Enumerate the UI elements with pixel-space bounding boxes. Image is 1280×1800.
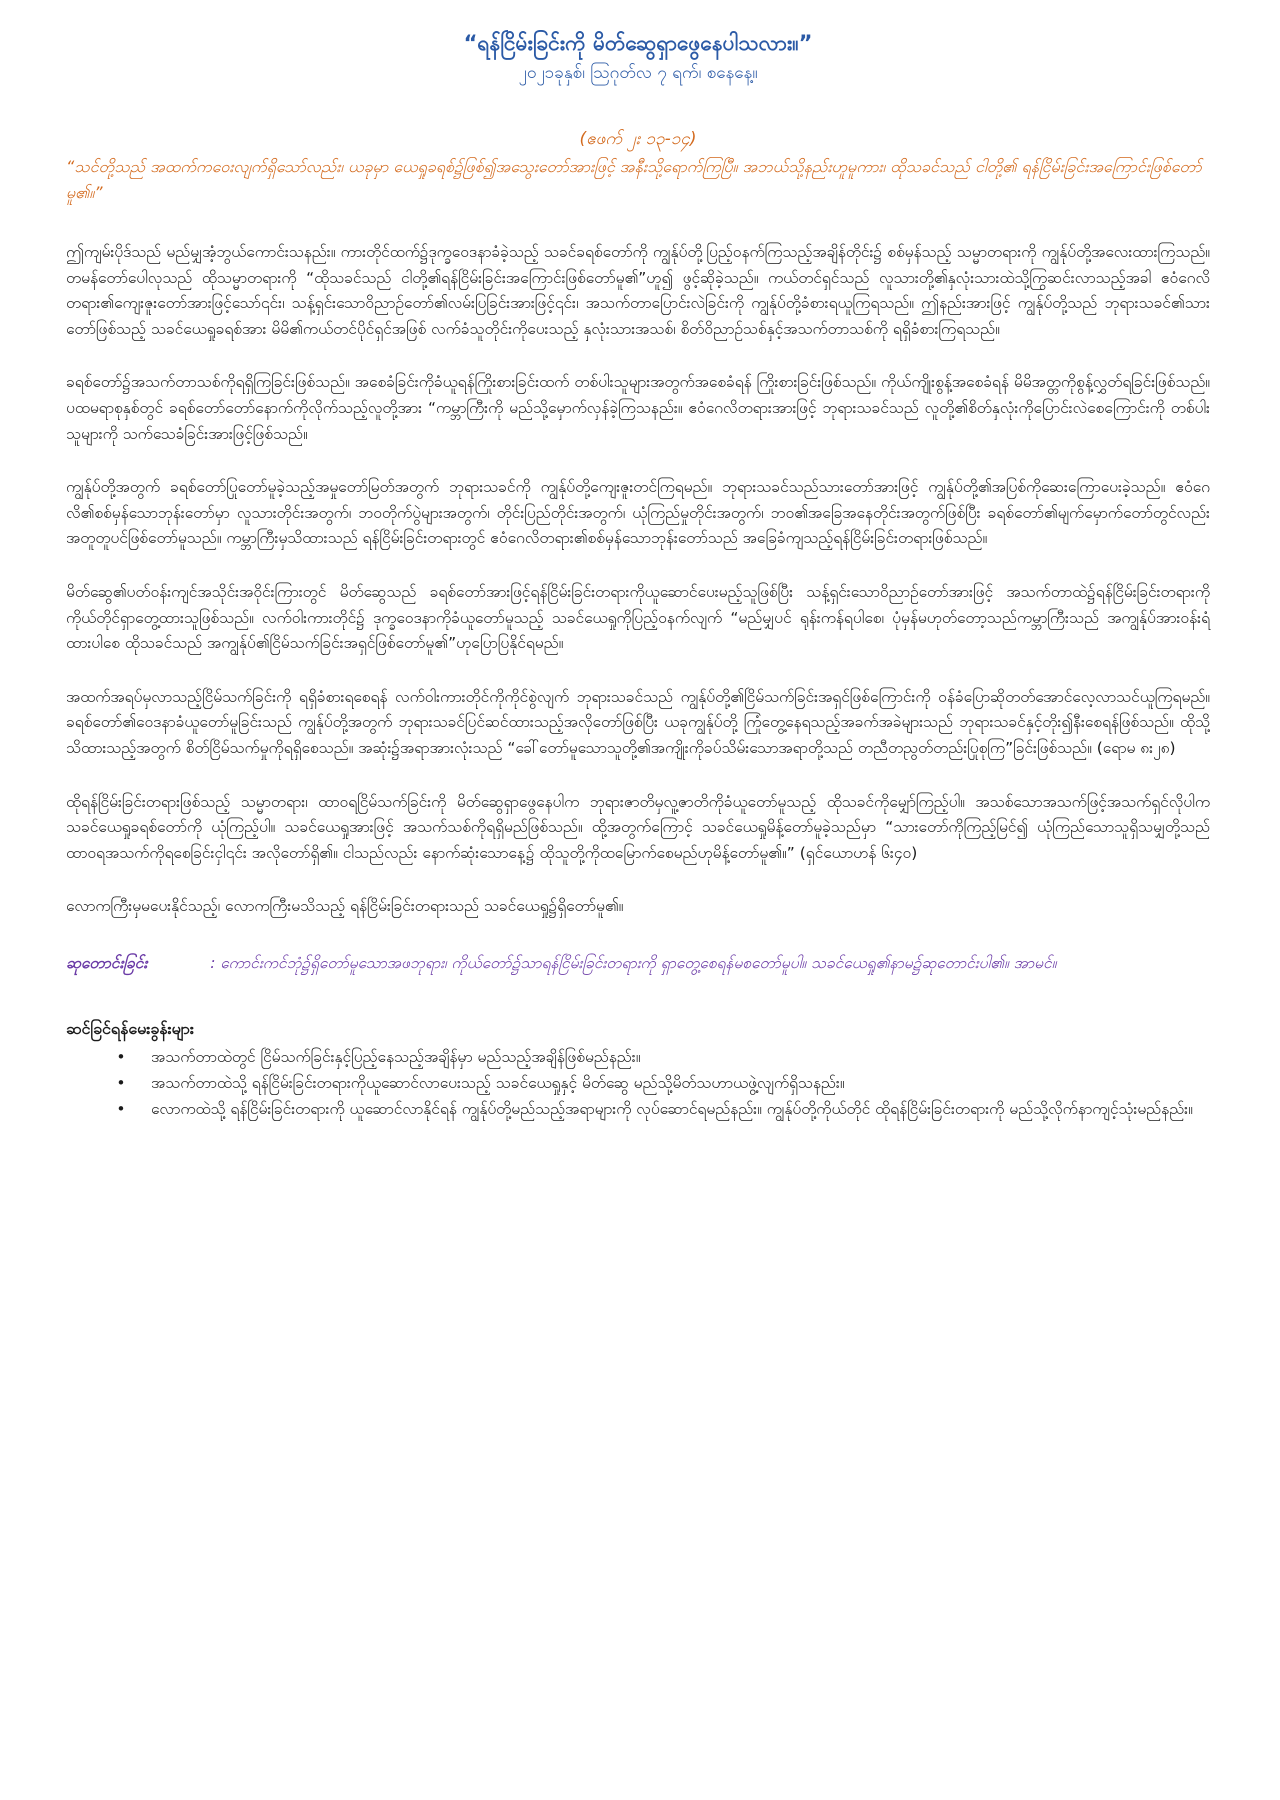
body-paragraph-4: မိတ်ဆွေ၏ပတ်ဝန်းကျင်အသိုင်းအဝိုင်းကြားတွင် မိတ်ဆွေသည် ခရစ်တော်အားဖြင့်ရန်ငြိမ်းခြင်းတရားကိုယူဆောင်ပေးမည့်သူဖြစ်ပြီး သန့်ရှင်းသောဝိညာဉ်တော်အားဖြင့် အသက်တာထဲ၌ရန်ငြိမ်းခြင်းတရားကိုကိုယ်တိုင်ရှာတွေ့ထားသူဖြစ်သည်။ လက်ဝါးကားတိုင်၌ ဒုက္ခဝေဒနာကိုခံယူတော်မူသည့် သခင်ယေရှုကိုပြည့်ဝနက်လျက် “မည်မျှပင် ရုန်းကန်ရပါစေ၊ ပုံမှန်မဟုတ်တော့သည်ကမ္ဘာကြီးသည် အကျွန်ုပ်အားဝန်းရံထားပါစေ ထိုသခင်သည် အကျွန်ုပ်၏ငြိမ်သက်ခြင်းအရှင်ဖြစ်တော်မူ၏”ဟုပြောပြနိုင်ရမည်။ bbox=[66, 582, 1210, 653]
scripture-reference: (ဧဖက် ၂း ၁၃-၁၄) bbox=[579, 129, 697, 149]
prayer-block bbox=[66, 950, 1210, 976]
question-item bbox=[111, 1096, 1210, 1122]
question-item bbox=[111, 1044, 1210, 1070]
body-paragraph-2: ခရစ်တော်၌အသက်တာသစ်ကိုရရှိကြခြင်းဖြစ်သည်။ အစေခံခြင်းကိုခံယူရန်ကြိုးစားခြင်းထက် တစ်ပါးသူများအတွက်အစေခံရန် ကြိုးစားခြင်းဖြစ်သည်။ ကိုယ်ကျိုးစွန့်အစေခံရန် မိမိအတ္တကိုစွန့်လွှတ်ရခြင်းဖြစ်သည်။ ပထမရာစုနှစ်တွင် ခရစ်တော်တော်နောက်ကိုလိုက်သည့်လူတို့အား “ကမ္ဘာကြီးကို မည်သို့မှောက်လှန်ခဲ့ကြသနည်း။ ဧဝံဂေလိတရားအားဖြင့် ဘုရားသခင်သည် လူတို့၏စိတ်နှလုံးကိုပြောင်းလဲစေကြောင်းကို တစ်ပါးသူများကို သက်သေခံခြင်းအားဖြင့်ဖြစ်သည်။ bbox=[66, 373, 1210, 443]
questions-list bbox=[66, 1044, 1210, 1122]
bullet-icon: • bbox=[116, 1099, 126, 1118]
prayer-label: ဆုတောင်းခြင်း bbox=[66, 953, 148, 972]
question-item bbox=[111, 1070, 1210, 1096]
question-text: အသက်တာထဲသို့ ရန်ငြိမ်းခြင်းတရားကိုယူဆောင်လာပေးသည့် သခင်ယေရှုနှင့် မိတ်ဆွေ မည်သို့မိတ်သဟာယဖွဲ့လျက်ရှိသနည်း။ bbox=[151, 1073, 845, 1092]
questions-heading: ဆင်ခြင်ရန်မေးခွန်းများ bbox=[66, 1018, 194, 1038]
body-paragraph-5: အထက်အရပ်မှလာသည့်ငြိမ်သက်ခြင်းကို ရရှိခံစားရစေရန် လက်ဝါးကားတိုင်ကိုကိုင်စွဲလျက် ဘုရားသခင်သည် ကျွန်ုပ်တို့၏ငြိမ်သက်ခြင်းအရှင်ဖြစ်ကြောင်းကို ဝန်ခံပြောဆိုတတ်အောင်လေ့လာသင်ယူကြရမည်။ ခရစ်တော်၏ဝေဒနာခံယူတော်မူခြင်းသည် ကျွန်ုပ်တို့အတွက် ဘုရားသခင်ပြင်ဆင်ထားသည့်အလိုတော်ဖြစ်ပြီး ယခုကျွန်ုပ်တို့ ကြုံတွေ့နေရသည့်အခက်အခဲများသည် ဘုရားသခင်နှင့်တိုး၍နီးစေရန်ဖြစ်သည်။ ထိုသို့သိထားသည့်အတွက် စိတ်ငြိမ်သက်မှုကိုရရှိစေသည်။ အဆုံး၌အရာအားလုံးသည် “ခေါ်တော်မူသောသူတို့၏အကျိုးကိုခပ်သိမ်းသောအရာတို့သည် တညီတညွတ်တည်းပြုစုကြ”ခြင်းဖြစ်သည်။ (ရောမ ၈း၂၈) bbox=[66, 687, 1210, 757]
bullet-icon: • bbox=[116, 1047, 126, 1066]
page-date: ၂၀၂၁ခုနှစ်၊ ဩဂုတ်လ ၇ ရက်၊ စနေနေ့။ bbox=[518, 63, 758, 83]
bullet-icon: • bbox=[116, 1073, 126, 1092]
question-text: လောကထဲသို့ ရန်ငြိမ်းခြင်းတရားကို ယူဆောင်လာနိုင်ရန် ကျွန်ုပ်တို့မည်သည့်အရာများကို လုပ်ဆောင်ရမည်နည်း။ ကျွန်ုပ်တို့ကိုယ်တိုင် ထိုရန်ငြိမ်းခြင်းတရားကို မည်သို့လိုက်နာကျင့်သုံးမည်နည်း။ bbox=[151, 1099, 1193, 1118]
scripture-verse: “သင်တို့သည် အထက်ကဝေးလျက်ရှိသော်လည်း၊ ယခုမှာ ယေရှုခရစ်၌ဖြစ်၍အသွေးတော်အားဖြင့် အနီးသို့ရောက်ကြပြီ။ အဘယ်သို့နည်းဟူမူကား၊ ထိုသခင်သည် ငါတို့၏ ရန်ငြိမ်းခြင်းအကြောင်းဖြစ်တော်မူ၏။” bbox=[66, 157, 1202, 202]
body-paragraph-1: ဤကျမ်းပိုဒ်သည် မည်မျှအံ့ဘွယ်ကောင်းသနည်း။ ကားတိုင်ထက်၌ဒုက္ခဝေဒနာခံခဲ့သည့် သခင်ခရစ်တော်ကို ကျွန်ုပ်တို့ပြည့်ဝနက်ကြသည့်အချိန်တိုင်း၌ စစ်မှန်သည့် သမ္မာတရားကို ကျွန်ုပ်တို့အလေးထားကြသည်။ တမန်တော်ပေါလုသည် ထိုသမ္မာတရားကို “ထိုသခင်သည် ငါတို့၏ရန်ငြိမ်းခြင်းအကြောင်းဖြစ်တော်မူ၏”ဟူ၍ ဖွင့်ဆိုခဲ့သည်။ ကယ်တင်ရှင်သည် လူသားတို့၏နှလုံးသားထဲသို့ကြွဆင်းလာသည့်အခါ ဧဝံဂေလိတရား၏ကျေးဇူးတော်အားဖြင့်သော်၎င်း၊ သန့်ရှင်းသောဝိညာဉ်တော်၏လမ်းပြခြင်းအားဖြင့်၎င်း၊ အသက်တာပြောင်းလဲခြင်းကို ကျွန်ုပ်တို့ခံစားရယူကြရသည်။ ဤနည်းအားဖြင့် ကျွန်ုပ်တို့သည် ဘုရားသခင်၏သားတော်ဖြစ်သည့် သခင်ယေရှုခရစ်အား မိမိ၏ကယ်တင်ပိုင်ရှင်အဖြစ် လက်ခံသူတိုင်းကိုပေးသည့် နှလုံးသားအသစ်၊ စိတ်ဝိညာဉ်သစ်နှင့်အသက်တာသစ်ကို ရရှိခံစားကြရသည်။ bbox=[66, 243, 1210, 338]
body-paragraph-3: ကျွန်ုပ်တို့အတွက် ခရစ်တော်ပြုတော်မူခဲ့သည့်အမှုတော်မြတ်အတွက် ဘုရားသခင်ကို ကျွန်ုပ်တို့ကျေးဇူးတင်ကြရမည်။ ဘုရားသခင်သည်သားတော်အားဖြင့် ကျွန်ုပ်တို့၏အပြစ်ကိုဆေးကြောပေးခဲ့သည်။ ဧဝံဂေလိ၏စစ်မှန်သောဘုန်းတော်မှာ လူသားတိုင်းအတွက်၊ ဘဝတိုက်ပွဲများအတွက်၊ တိုင်းပြည်တိုင်းအတွက်၊ ယုံကြည်မှုတိုင်းအတွက်၊ ဘဝ၏အခြေအနေတိုင်းအတွက်ဖြစ်ပြီး ခရစ်တော်၏မျက်မှောက်တော်တွင်လည်း အတူတူပင်ဖြစ်တော်မူသည်။ ကမ္ဘာကြီးမှသိထားသည် ရန်ငြိမ်းခြင်းတရားတွင် ဧဝံဂေလိတရား၏စစ်မှန်သောဘုန်းတော်သည် အခြေခံကျသည့်ရန်ငြိမ်းခြင်းတရားဖြစ်သည်။ bbox=[66, 478, 1210, 548]
prayer-text: : ကောင်းကင်ဘုံ၌ရှိတော်မူသောအဖဘုရား၊ ကိုယ်တော်၌သာရန်ငြိမ်းခြင်းတရားကို ရှာတွေ့စေရန်မစတော်မူပါ။ သခင်ယေရှု၏နာမ၌ဆုတောင်းပါ၏။ အာမင်။ bbox=[210, 953, 1057, 972]
body-paragraph-6: ထိုရန်ငြိမ်းခြင်းတရားဖြစ်သည့် သမ္မာတရား၊ ထာဝရငြိမ်သက်ခြင်းကို မိတ်ဆွေရှာဖွေနေပါက ဘုရားဇာတိမှလူ့ဇာတိကိုခံယူတော်မူသည့် ထိုသခင်ကိုမျှော်ကြည့်ပါ။ အသစ်သောအသက်ဖြင့်အသက်ရှင်လိုပါက သခင်ယေရှုခရစ်တော်ကို ယုံကြည့်ပါ။ သခင်ယေရှုအားဖြင့် အသက်သစ်ကိုရရှိမည်ဖြစ်သည်။ ထို့အတွက်ကြောင့် သခင်ယေရှုမိန့်တော်မူခဲ့သည်မှာ “သားတော်ကိုကြည့်မြင်၍ ယုံကြည်သောသူရှိသမျှတို့သည် ထာဝရအသက်ကိုရစေခြင်းငှါ၎င်း အလိုတော်ရှိ၏။ ငါသည်လည်း နောက်ဆုံးသောနေ့၌ ထိုသူတို့ကိုထမြောက်စေမည်ဟုမိန့်တော်မူ၏။” (ရှင်ယောဟန် ၆း၄၀) bbox=[66, 792, 1210, 862]
page-title: “ရန်ငြိမ်းခြင်းကို မိတ်ဆွေရှာဖွေနေပါသလား။” bbox=[463, 31, 813, 55]
body-paragraph-7: လောကကြီးမှမပေးနိုင်သည့်၊ လောကကြီးမသိသည့် ရန်ငြိမ်းခြင်းတရားသည် သခင်ယေရှု၌ရှိတော်မူ၏။ bbox=[66, 897, 624, 916]
question-text: အသက်တာထဲတွင် ငြိမ်သက်ခြင်းနှင့်ပြည့်နေသည့်အချိန်မှာ မည်သည့်အချိန်ဖြစ်မည်နည်း။ bbox=[151, 1047, 641, 1066]
